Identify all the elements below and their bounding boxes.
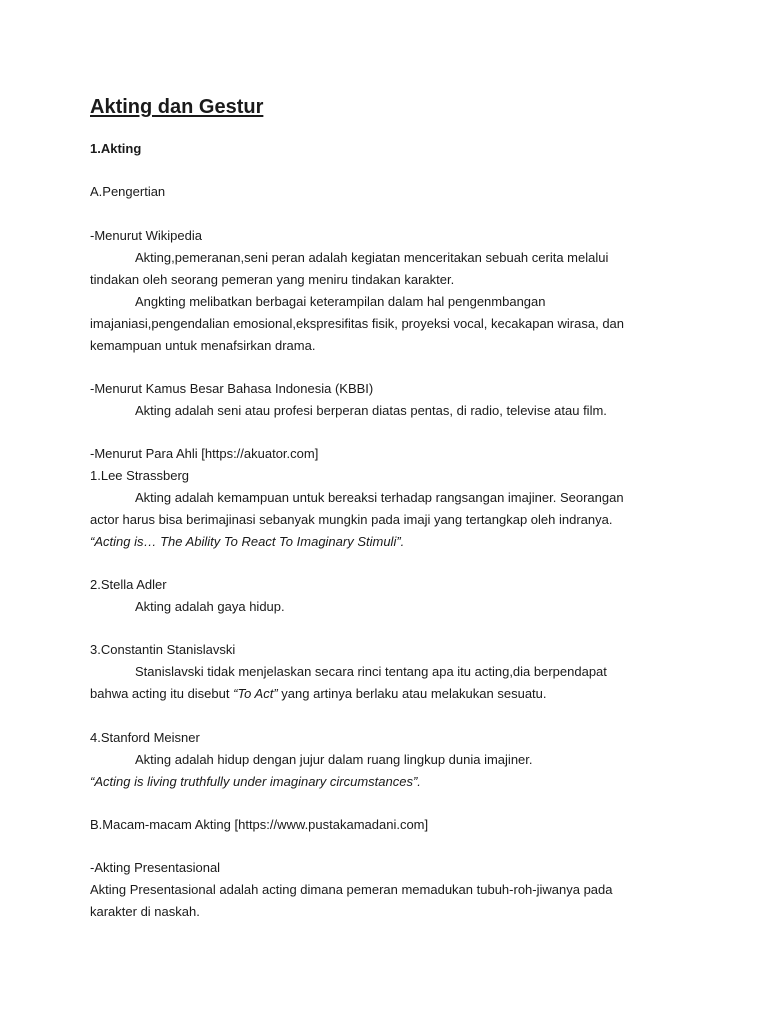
italic-term: “To Act” bbox=[233, 686, 278, 701]
subheading-macam-akting: B.Macam-macam Akting [https://www.pustakamadani.com] bbox=[90, 817, 429, 832]
paragraph-line: Akting adalah kemampuan untuk bereaksi terhadap rangsangan imajiner. Seorangan bbox=[135, 490, 624, 505]
document-title: Akting dan Gestur bbox=[90, 96, 264, 118]
expert-name: 3.Constantin Stanislavski bbox=[90, 642, 236, 657]
paragraph-line: Angkting melibatkan berbagai keterampilan dalam hal pengenmbangan bbox=[135, 294, 546, 309]
paragraph-line: karakter di naskah. bbox=[90, 904, 200, 919]
text-run: bahwa acting itu disebut bbox=[90, 686, 234, 701]
para-ahli-heading: -Menurut Para Ahli [https://akuator.com] bbox=[90, 446, 319, 461]
paragraph-line: Akting adalah seni atau profesi berperan diatas pentas, di radio, televise atau film. bbox=[135, 403, 607, 418]
expert-name: 4.Stanford Meisner bbox=[90, 730, 200, 745]
paragraph-line: Akting Presentasional adalah acting dimana pemeran memadukan tubuh-roh-jiwanya pada bbox=[90, 882, 613, 897]
paragraph-line: imajaniasi,pengendalian emosional,ekspresifitas fisik, proyeksi vocal, kecakapan wirasa, dan bbox=[90, 316, 625, 331]
expert-quote: “Acting is… The Ability To React To Imaginary Stimuli”. bbox=[90, 534, 405, 549]
paragraph-line: Akting,pemeranan,seni peran adalah kegiatan menceritakan sebuah cerita melalui bbox=[135, 250, 609, 265]
kbbi-heading: -Menurut Kamus Besar Bahasa Indonesia (KBBI) bbox=[90, 381, 374, 396]
paragraph-line: actor harus bisa berimajinasi sebanyak mungkin pada imaji yang tertangkap oleh indranya. bbox=[90, 512, 613, 527]
paragraph-line bbox=[90, 685, 547, 703]
section-heading-akting: 1.Akting bbox=[90, 141, 142, 156]
paragraph-line: Akting adalah hidup dengan jujur dalam ruang lingkup dunia imajiner. bbox=[135, 752, 533, 767]
wikipedia-heading: -Menurut Wikipedia bbox=[90, 228, 202, 243]
expert-name: 1.Lee Strassberg bbox=[90, 468, 190, 483]
text-run: yang artinya berlaku atau melakukan sesuatu. bbox=[277, 686, 547, 701]
expert-name: 2.Stella Adler bbox=[90, 577, 167, 592]
subheading-pengertian: A.Pengertian bbox=[90, 184, 166, 199]
paragraph-line: Akting adalah gaya hidup. bbox=[135, 599, 285, 614]
paragraph-line: Stanislavski tidak menjelaskan secara rinci tentang apa itu acting,dia berpendapat bbox=[135, 664, 607, 679]
expert-quote: “Acting is living truthfully under imaginary circumstances”. bbox=[90, 774, 421, 789]
paragraph-line: tindakan oleh seorang pemeran yang meniru tindakan karakter. bbox=[90, 272, 455, 287]
presentasional-heading: -Akting Presentasional bbox=[90, 860, 221, 875]
paragraph-line: kemampuan untuk menafsirkan drama. bbox=[90, 338, 316, 353]
